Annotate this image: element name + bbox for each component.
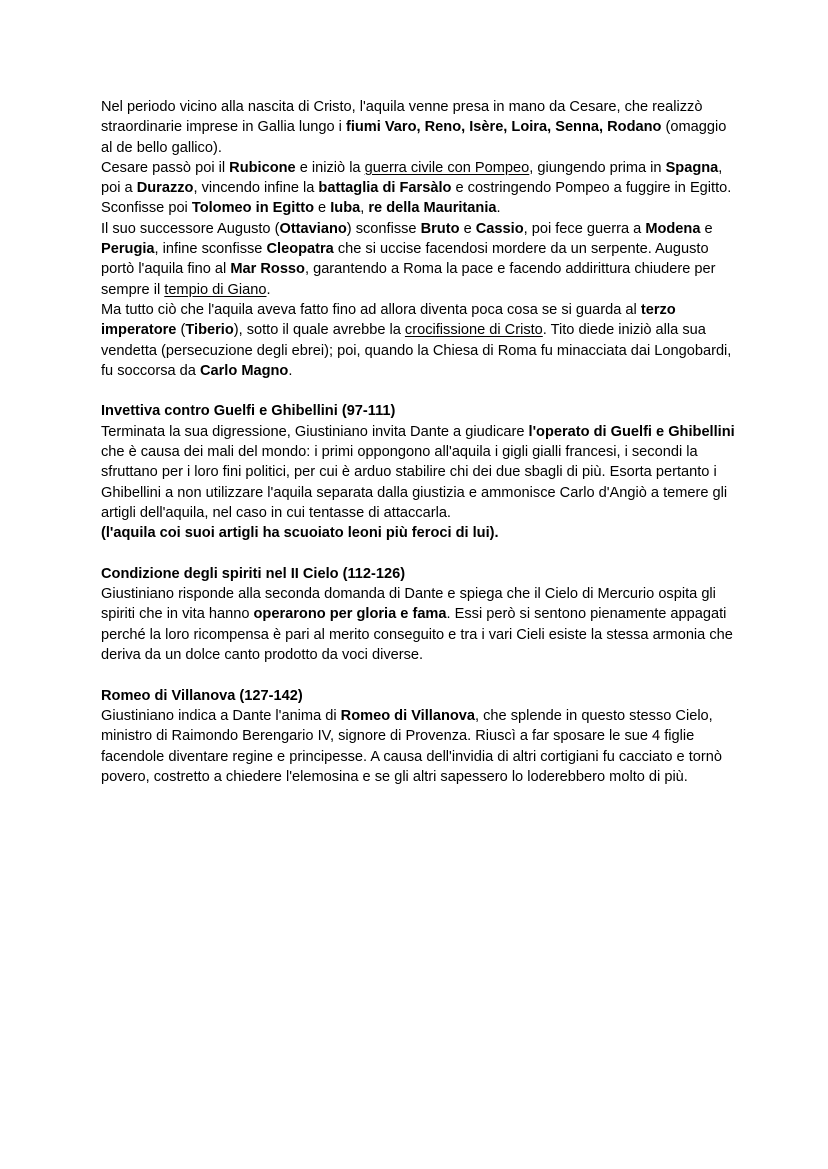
paragraph-spiriti [101, 584, 741, 665]
text-run: , poi a [101, 159, 723, 197]
text-run: che è causa dei mali del mondo: i primi oppongono all'aquila i gigli gialli francesi, i secondi la sfruttano per i loro fini politici, per cui è arduo stabilire chi dei due sbagli di più. Esorta pertanto i Ghibellini a non utilizzare l'aquila separata dalla giustizia e ammonisce Carlo d'Angiò a temere gli artigli dell'aquila, nel caso in cui tentasse di attaccarla. [101, 444, 728, 521]
text-run: . [496, 200, 501, 217]
text-run: ) sconfisse [346, 220, 421, 237]
bold-text: Perugia [101, 241, 155, 258]
text-run: che si uccise facendosi mordere da un serpente. Augusto portò l'aquila fino al [101, 241, 709, 278]
text-run: ( [176, 322, 186, 339]
bold-text: terzo imperatore [101, 301, 676, 339]
bold-text: battaglia di Farsàlo [318, 180, 452, 197]
bold-text: Durazzo [136, 180, 194, 197]
bold-text: l'operato di Guelfi e Ghibellini [528, 423, 735, 440]
text-run: Sconfisse poi [101, 200, 192, 217]
paragraph-tiberio [101, 300, 741, 381]
bold-text: fiumi Varo, Reno, Isère, Loira, Senna, Rodano [345, 119, 662, 136]
spacer [101, 665, 741, 685]
paragraph-augusto [101, 219, 741, 300]
text-run: , giungendo prima in [529, 159, 666, 176]
bold-text: Iuba [330, 200, 361, 217]
paragraph-aquila-artigli [101, 523, 741, 543]
text-run: . [288, 362, 293, 379]
paragraph-invettiva [101, 422, 741, 523]
spacer [101, 544, 741, 564]
spacer [101, 381, 741, 401]
bold-text: Tolomeo in Egitto [191, 200, 314, 217]
text-run: e [314, 200, 331, 217]
paragraph-cesare-gallia [101, 97, 741, 158]
underlined-text: tempio di Giano [164, 281, 267, 298]
document-body [101, 97, 741, 787]
text-run: , garantendo a Roma la pace e facendo addirittura chiudere per sempre il [101, 261, 716, 298]
bold-text: Ottaviano [279, 220, 347, 237]
bold-text: operarono per gloria e fama [253, 606, 447, 623]
bold-text: Romeo di Villanova [340, 707, 476, 724]
text-run: , [360, 200, 369, 217]
bold-text: re della Mauritania [368, 200, 497, 217]
bold-text: Mar Rosso [230, 261, 305, 278]
text-run: (omaggio al de bello gallico). [101, 119, 727, 156]
text-run: Cesare passò poi il [101, 159, 230, 176]
bold-text: Tiberio [185, 322, 234, 339]
section-heading-romeo: Romeo di Villanova (127-142) [101, 687, 303, 704]
text-run: Nel periodo vicino alla nascita di Cristo, l'aquila venne presa in mano da Cesare, che realizzò straordinarie imprese in Gallia lungo i [101, 99, 703, 136]
section-heading-invettiva: Invettiva contro Guelfi e Ghibellini (97-111) [101, 403, 396, 420]
section-heading-spiriti: Condizione degli spiriti nel II Cielo (112-126) [101, 565, 406, 582]
underlined-text: crocifissione di Cristo [404, 322, 543, 339]
text-run: Terminata la sua digressione, Giustiniano invita Dante a giudicare [101, 423, 529, 440]
text-run: e costringendo Pompeo a fuggire in Egitto. [451, 180, 732, 197]
text-run: e [700, 220, 713, 237]
text-run: e [459, 220, 476, 237]
text-run: , vincendo infine la [193, 180, 319, 197]
bold-text: Modena [645, 220, 701, 237]
text-run: , poi fece guerra a [523, 220, 646, 237]
text-run: Ma tutto ciò che l'aquila aveva fatto fino ad allora diventa poca cosa se si guarda al [101, 301, 641, 318]
text-run: Giustiniano risponde alla seconda domanda di Dante e spiega che il Cielo di Mercurio ospita gli spiriti che in vita hanno [101, 586, 716, 623]
paragraph-romeo [101, 706, 741, 787]
text-run: . [266, 281, 271, 298]
text-run: , infine sconfisse [154, 241, 267, 258]
text-run: Il suo successore Augusto ( [101, 220, 280, 237]
text-run: . Tito diede iniziò alla sua vendetta (persecuzione degli ebrei); poi, quando la Chiesa di Roma fu minacciata dai Longobardi, fu soccorsa da [101, 322, 732, 379]
bold-text: Carlo Magno [199, 362, 289, 379]
text-run: e iniziò la [295, 159, 365, 176]
text-run: Giustiniano indica a Dante l'anima di [101, 707, 341, 724]
text-run: ), sotto il quale avrebbe la [233, 322, 405, 339]
bold-text: Rubicone [229, 159, 296, 176]
bold-text: Cassio [475, 220, 524, 237]
bold-text: Bruto [420, 220, 460, 237]
text-run: . Essi però si sentono pienamente appagati perché la loro ricompensa è pari al merito conseguito e tra i vari Cieli esiste la stessa armonia che deriva da un dolce canto prodotto da voci diverse. [101, 606, 733, 664]
underlined-text: guerra civile con Pompeo [364, 159, 530, 176]
paragraph-tolomeo [101, 198, 741, 218]
bold-text: Spagna [665, 159, 719, 176]
bold-text: Cleopatra [266, 241, 334, 258]
text-run: , che splende in questo stesso Cielo, ministro di Raimondo Berengario IV, signore di Provenza. Riuscì a far sposare le sue 4 figlie facendole diventare regine e principesse. A causa dell'invidia di altri cortigiani fu cacciato e tornò povero, costretto a chiedere l'elemosina e se gli altri sapessero lo loderebbero molto di più. [101, 707, 722, 785]
paragraph-guerra-civile [101, 158, 741, 199]
bold-text: (l'aquila coi suoi artigli ha scuoiato leoni più feroci di lui). [101, 525, 499, 542]
